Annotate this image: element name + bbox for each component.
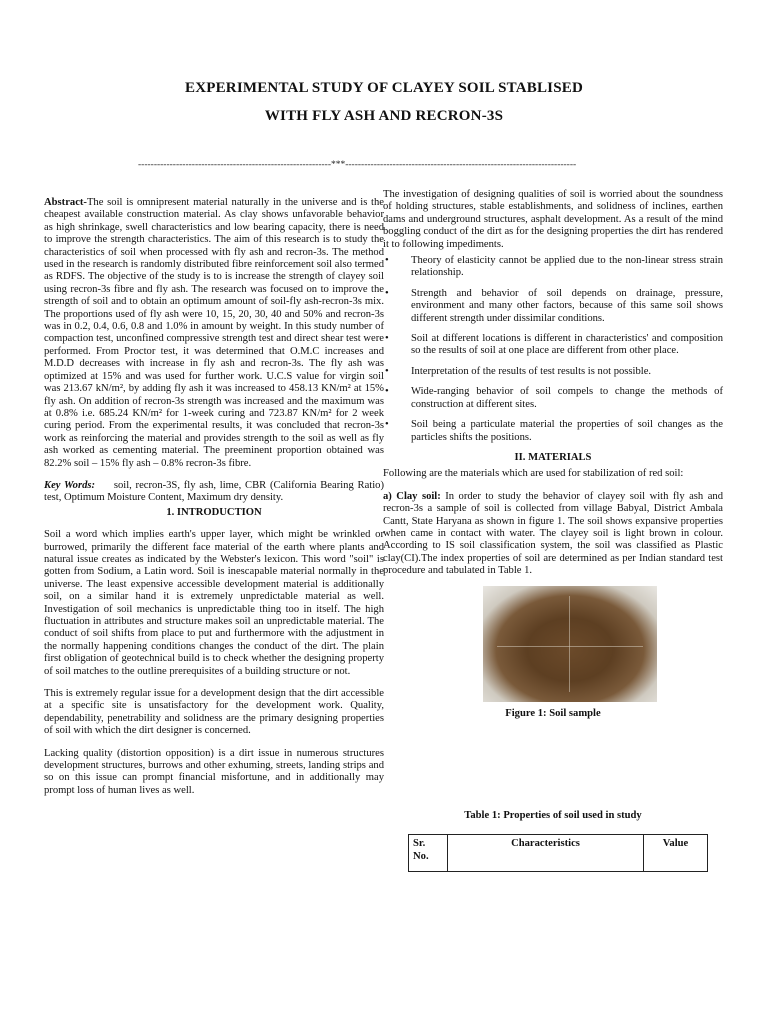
figure-caption: Figure 1: Soil sample <box>505 707 601 719</box>
list-item: • Interpretation of the results of test results is not possible. <box>385 365 652 377</box>
impediments-list <box>383 255 723 444</box>
header-value: Value <box>644 835 708 872</box>
keywords-label: Key Words: <box>44 479 96 491</box>
list-item: • Soil at different locations is different in characteristics' and composition so the results of soil at one place are different from other place. <box>385 333 723 357</box>
list-item: • Wide-ranging behavior of soil compels to change the methods of construction at different sites. <box>385 386 723 410</box>
abstract-text: The soil is omnipresent material naturally in the universe and is the cheapest available construction material. As clay shows unfavorable behavior as high shrinkage, swell characteristics and low bearing capacity, there is need to improve the strength characteristics. The aim of this research is to study the characteristics of soil when processed with fly ash and recron-3s. The method used in the research is randomly distributed fibre reinforcement soil also termed as RDFS. The objective of the study is to is increase the strength of clayey soil using recron-3s fibre and fly ash. The research was focused on to improve the strength of soil and to obtain an optimum amount of soil-fly ash-recron-3s mix. The proportions used of fly ash were 10, 15, 20, 30, 40 and 50% and recron-3s was in 0.2, 0.4, 0.6, 0.8 and 1.0% in amount by weight. In this study number of compaction test, unconfined compressive strength test and direct shear test were performed. From Proctor test, it was determined that O.M.C increases and M.D.D decreases with increase in fly ash and recron-3s. The fly ash was optimized at 15% and was used for further work. U.C.S value for virgin soil was 213.67 kN/m², by adding fly ash it was increased to 458.13 KN/m² at 15% fly ash. On addition of recron-3s strength was increased and the maximum was at 0.8% i.e. 685.24 KN/m² for 1-week curing and 723.87 KN/m² for 2 week curing period. From the experimental results, it was concluded that recron-3s work as reinforcing the material and provides strength to the soil as well as fly ash worked as cementing material. The preeminent proportion obtained was 82.2% soil – 15% fly ash – 0.8% recron-3s fibre. <box>44 197 384 469</box>
bullet-icon: • <box>385 419 389 431</box>
table-caption: Table 1: Properties of soil used in study <box>464 809 642 821</box>
soil-sample-photo <box>483 586 657 702</box>
paper-title-line-1: EXPERIMENTAL STUDY OF CLAYEY SOIL STABLISED <box>184 80 583 96</box>
list-item: • Strength and behavior of soil depends on drainage, pressure, environment and many other factors, because of this same soil shows different strength under dissimilar conditions. <box>385 287 723 324</box>
paper-title-line-2: WITH FLY ASH AND RECRON-3S <box>264 108 504 124</box>
right-column <box>383 189 723 872</box>
keywords-text: soil, recron-3S, fly ash, lime, CBR (California Bearing Ratio) test, Optimum Moisture Content, Maximum dry density. <box>44 479 384 504</box>
header-characteristics: Characteristics <box>448 835 644 872</box>
bullet-icon: • <box>385 333 389 345</box>
clay-soil-text: In order to study the behavior of clayey soil with fly ash and recron-3s a sample of soil is collected from village Babyal, District Ambala Cantt, State Haryana as shown in figure 1. The soil shows expansive properties when came in contact with water. The clayey soil is light brown in colour. According to IS soil classification system, the soil was classified as Plastic clay(CI).The index properties of soil are determined as per Indian standard test procedure and tabulated in Table 1. <box>383 490 723 577</box>
separator: -------------------------------------------------------------***------------------------------------------------------------------------- <box>138 160 577 170</box>
bullet-icon: • <box>385 255 389 267</box>
abstract-label: Abstract- <box>44 197 87 208</box>
materials-heading: II. MATERIALS <box>514 451 592 463</box>
introduction-paragraph-3: Lacking quality (distortion opposition) is a dirt issue in numerous structures development structures, burrows and other exhuming, streets, landing strips and so on this issue can prompt financial misfortune, and in additionally may prompt loss of human lives as well. <box>44 747 384 796</box>
list-item: • Theory of elasticity cannot be applied due to the non-linear stress strain relationship. <box>385 255 723 279</box>
materials-intro: Following are the materials which are used for stabilization of red soil: <box>383 468 684 480</box>
soil-properties-table <box>408 834 708 872</box>
header-sr-no: Sr. No. <box>409 835 448 872</box>
bullet-icon: • <box>385 365 389 377</box>
introduction-paragraph-1: Soil a word which implies earth's upper layer, which might be wrinkled or burrowed, primarily the different face material of the earth where plants and natural issue creates as indicated by the Webster's lexicon. This word "soil" is gotten from Sodium, a Latin word. Soil is inescapable material normally in the universe. The least expensive accessible development material is additionally soil, on a similar hand it is extremely unpredictable material as well. Investigation of soil mechanics is unpredictable thing too in itself. The high fluctuation in attributes and structure makes soil an unpredictable material. The conduct of soil shifts from place to put and furthermore with the adjustment in the normally happening conditions changes the conduct of the dirt. The plain first obligation of geotechnical build is to check whether the designing property of soil matches to the outline prerequisites of a building structure or not. <box>44 529 384 677</box>
right-intro-paragraph: The investigation of designing qualities of soil is worried about the soundness of holding structures, stable establishments, and solidness of inclines, earthen dams and underground structures, asphalt development. As a result of the mind boggling conduct of the dirt as for the designing properties the dirt has rendered it to following impediments. <box>383 189 723 250</box>
left-column <box>44 197 384 797</box>
clay-soil-label: a) Clay soil: <box>383 490 441 502</box>
introduction-paragraph-2: This is extremely regular issue for a development design that the dirt accessible at a specific site is unsatisfactory for the development work. Quality, dependability, penetrability and solidness are the primary designing properties of soil with which the dirt designer is concerned. <box>44 688 384 737</box>
bullet-icon: • <box>385 287 389 299</box>
abstract <box>44 197 384 470</box>
bullet-icon: • <box>385 386 389 398</box>
introduction-heading: 1. INTRODUCTION <box>166 506 262 518</box>
keywords <box>44 480 384 505</box>
list-item: • Soil being a particulate material the properties of soil changes as the particles shifts the positions. <box>385 419 723 443</box>
table-header-row <box>409 835 708 872</box>
clay-soil-paragraph <box>383 491 723 578</box>
